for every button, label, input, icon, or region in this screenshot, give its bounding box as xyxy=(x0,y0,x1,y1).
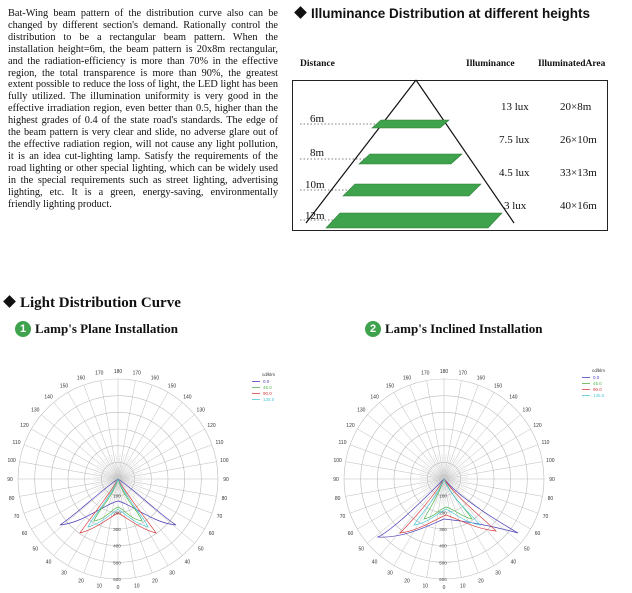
ldc-title-text: Light Distribution Curve xyxy=(20,295,181,311)
area-column-header: IlluminatedArea xyxy=(538,59,606,69)
lux-value-6m: 13 lux xyxy=(501,101,529,113)
angle-label: 170 xyxy=(421,370,430,377)
description-paragraph: Bat-Wing beam pattern of the distribution curve also can be changed by different section's demand. Rationally control the distribution to be a rectangular beam pattern. When the installation height=6m, the beam pattern is 20x8m rectangular, and the radiation-efficiency is more than 70% in the effective region, the total transparence is more than 90%, the greatest extent possible to reduce the loss of light, the LED light has been fully utilized. The illumination uniformity is very good in the effective irradiation region, even better than 0.5, higher than the highest grades of 0.4 of the state road's standards. The edge of the beam pattern is very clear and slide, no adverse glare out of the effective radiation region, will not cause any light pollution, it is an idea cut-lighting lamp. Satisfy the requirements of the road lighting or other special lighting, which can be widely used in the special requirements such as street lighting, advertising lighting, etc. It is a green, energy-saving, environmentally friendly lighting product. xyxy=(8,8,278,210)
angle-label: 20 xyxy=(478,578,484,585)
inclined-installation-title xyxy=(365,321,543,337)
angle-label: 130 xyxy=(31,407,40,414)
radial-label: 300 xyxy=(439,527,447,532)
plane-6m xyxy=(372,120,449,128)
angle-label: 10 xyxy=(422,583,429,590)
angle-label: 10 xyxy=(96,583,103,590)
angle-label: 20 xyxy=(78,578,84,585)
plane-12m xyxy=(326,213,502,228)
illuminance-column-header: Illuminance xyxy=(466,59,515,69)
angle-label: 170 xyxy=(95,370,104,377)
angle-label: 170 xyxy=(458,370,467,377)
angle-label: 120 xyxy=(20,423,29,429)
angle-label: 120 xyxy=(207,423,216,429)
angle-label: 140 xyxy=(509,394,518,401)
angle-label: 110 xyxy=(338,440,347,447)
angle-label: 70 xyxy=(13,513,20,520)
angle-label: 140 xyxy=(183,394,192,401)
angle-label: 180 xyxy=(439,369,449,375)
radial-label: 200 xyxy=(113,510,121,516)
angle-label: 10 xyxy=(459,583,466,590)
area-value-10m: 33×13m xyxy=(560,167,597,179)
legend-label: 90.0 xyxy=(593,387,602,392)
angle-label: 110 xyxy=(12,440,21,447)
radial-label: 200 xyxy=(439,510,447,516)
angle-label: 160 xyxy=(150,375,160,382)
radial-label: 500 xyxy=(439,560,447,566)
angle-label: 100 xyxy=(220,458,229,465)
angle-label: 90 xyxy=(549,477,555,483)
legend-label: 90.0 xyxy=(263,391,272,396)
unit-label: cd/klm xyxy=(262,372,276,377)
angle-label: 0 xyxy=(116,585,120,590)
angle-label: 160 xyxy=(476,375,486,382)
area-value-8m: 26×10m xyxy=(560,134,597,146)
angle-label: 70 xyxy=(542,513,549,520)
legend-label: 45.0 xyxy=(593,381,602,386)
angle-label: 130 xyxy=(196,407,205,414)
angle-label: 160 xyxy=(402,375,412,382)
angle-label: 60 xyxy=(21,531,28,537)
polar-chart-inclined xyxy=(330,362,632,590)
diamond-bullet-icon xyxy=(3,295,16,308)
angle-label: 30 xyxy=(169,570,175,577)
angle-label: 90 xyxy=(333,477,339,483)
illuminance-title-text: Illuminance Distribution at different heights xyxy=(311,6,591,21)
angle-label: 30 xyxy=(495,570,501,577)
angle-label: 70 xyxy=(339,513,346,520)
legend-label: 135.0 xyxy=(263,397,275,402)
radial-label: 100 xyxy=(439,493,447,499)
inclined-installation-text: Lamp's Inclined Installation xyxy=(385,321,543,336)
angle-label: 170 xyxy=(132,370,141,377)
angle-label: 140 xyxy=(44,394,53,401)
angle-label: 130 xyxy=(522,407,531,414)
angle-label: 100 xyxy=(546,458,555,465)
angle-label: 0 xyxy=(442,585,446,590)
lux-value-10m: 4.5 lux xyxy=(499,167,530,179)
angle-label: 150 xyxy=(59,383,69,390)
legend-label: 0.0 xyxy=(263,379,270,384)
angle-label: 80 xyxy=(8,495,15,502)
plane-8m xyxy=(359,154,462,164)
angle-label: 30 xyxy=(387,570,393,577)
radial-label: 300 xyxy=(113,527,121,532)
angle-label: 90 xyxy=(7,477,13,483)
angle-label: 110 xyxy=(541,440,550,447)
radial-label: 600 xyxy=(113,577,121,582)
distance-column-header: Distance xyxy=(300,59,335,69)
angle-label: 50 xyxy=(523,546,530,553)
angle-label: 120 xyxy=(533,423,542,429)
radial-label: 100 xyxy=(113,493,121,499)
angle-label: 40 xyxy=(184,559,191,566)
angle-label: 30 xyxy=(61,570,67,577)
number-badge: 2 xyxy=(365,321,381,337)
radial-label: 400 xyxy=(439,543,447,549)
angle-label: 40 xyxy=(45,559,52,566)
ldc-section-title xyxy=(5,295,181,312)
angle-label: 150 xyxy=(167,383,177,390)
angle-label: 60 xyxy=(347,531,354,537)
angle-label: 120 xyxy=(346,423,355,429)
radial-label: 400 xyxy=(113,543,121,549)
plane-10m xyxy=(343,184,481,196)
angle-label: 80 xyxy=(221,495,228,502)
angle-label: 100 xyxy=(333,458,342,465)
illuminance-section-title xyxy=(296,6,590,21)
angle-label: 160 xyxy=(76,375,86,382)
light-cone-right-edge xyxy=(416,80,514,223)
angle-label: 60 xyxy=(534,531,541,537)
angle-label: 100 xyxy=(7,458,16,465)
angle-label: 130 xyxy=(357,407,366,414)
angle-label: 150 xyxy=(385,383,395,390)
angle-label: 140 xyxy=(370,394,379,401)
area-value-12m: 40×16m xyxy=(560,200,597,212)
distance-label-12m: 12m xyxy=(305,210,325,222)
angle-label: 80 xyxy=(547,495,554,502)
angle-label: 10 xyxy=(133,583,140,590)
distance-label-10m: 10m xyxy=(305,179,325,191)
lux-value-8m: 7.5 lux xyxy=(499,134,530,146)
legend-label: 0.0 xyxy=(593,375,600,380)
angle-label: 90 xyxy=(223,477,229,483)
angle-label: 60 xyxy=(208,531,215,537)
distance-label-6m: 6m xyxy=(310,113,325,125)
area-value-6m: 20×8m xyxy=(560,101,592,113)
radial-label: 600 xyxy=(439,577,447,582)
angle-label: 50 xyxy=(32,546,39,553)
angle-label: 180 xyxy=(113,369,123,375)
angle-label: 80 xyxy=(334,495,341,502)
angle-label: 150 xyxy=(493,383,503,390)
legend-label: 135.0 xyxy=(593,393,605,398)
number-badge: 1 xyxy=(15,321,31,337)
plane-installation-title xyxy=(15,321,178,337)
angle-label: 40 xyxy=(510,559,517,566)
angle-label: 50 xyxy=(197,546,204,553)
angle-label: 20 xyxy=(152,578,158,585)
angle-label: 40 xyxy=(371,559,378,566)
angle-label: 20 xyxy=(404,578,410,585)
angle-label: 70 xyxy=(216,513,223,520)
plane-installation-text: Lamp's Plane Installation xyxy=(35,321,179,336)
legend-label: 45.0 xyxy=(263,385,272,390)
diamond-bullet-icon xyxy=(294,6,307,19)
unit-label: cd/klm xyxy=(592,368,606,373)
angle-label: 110 xyxy=(215,440,224,447)
radial-label: 500 xyxy=(113,560,121,566)
angle-label: 50 xyxy=(358,546,365,553)
distance-label-8m: 8m xyxy=(310,147,325,159)
polar-chart-plane xyxy=(0,364,290,590)
lux-value-12m: 3 lux xyxy=(504,200,527,212)
